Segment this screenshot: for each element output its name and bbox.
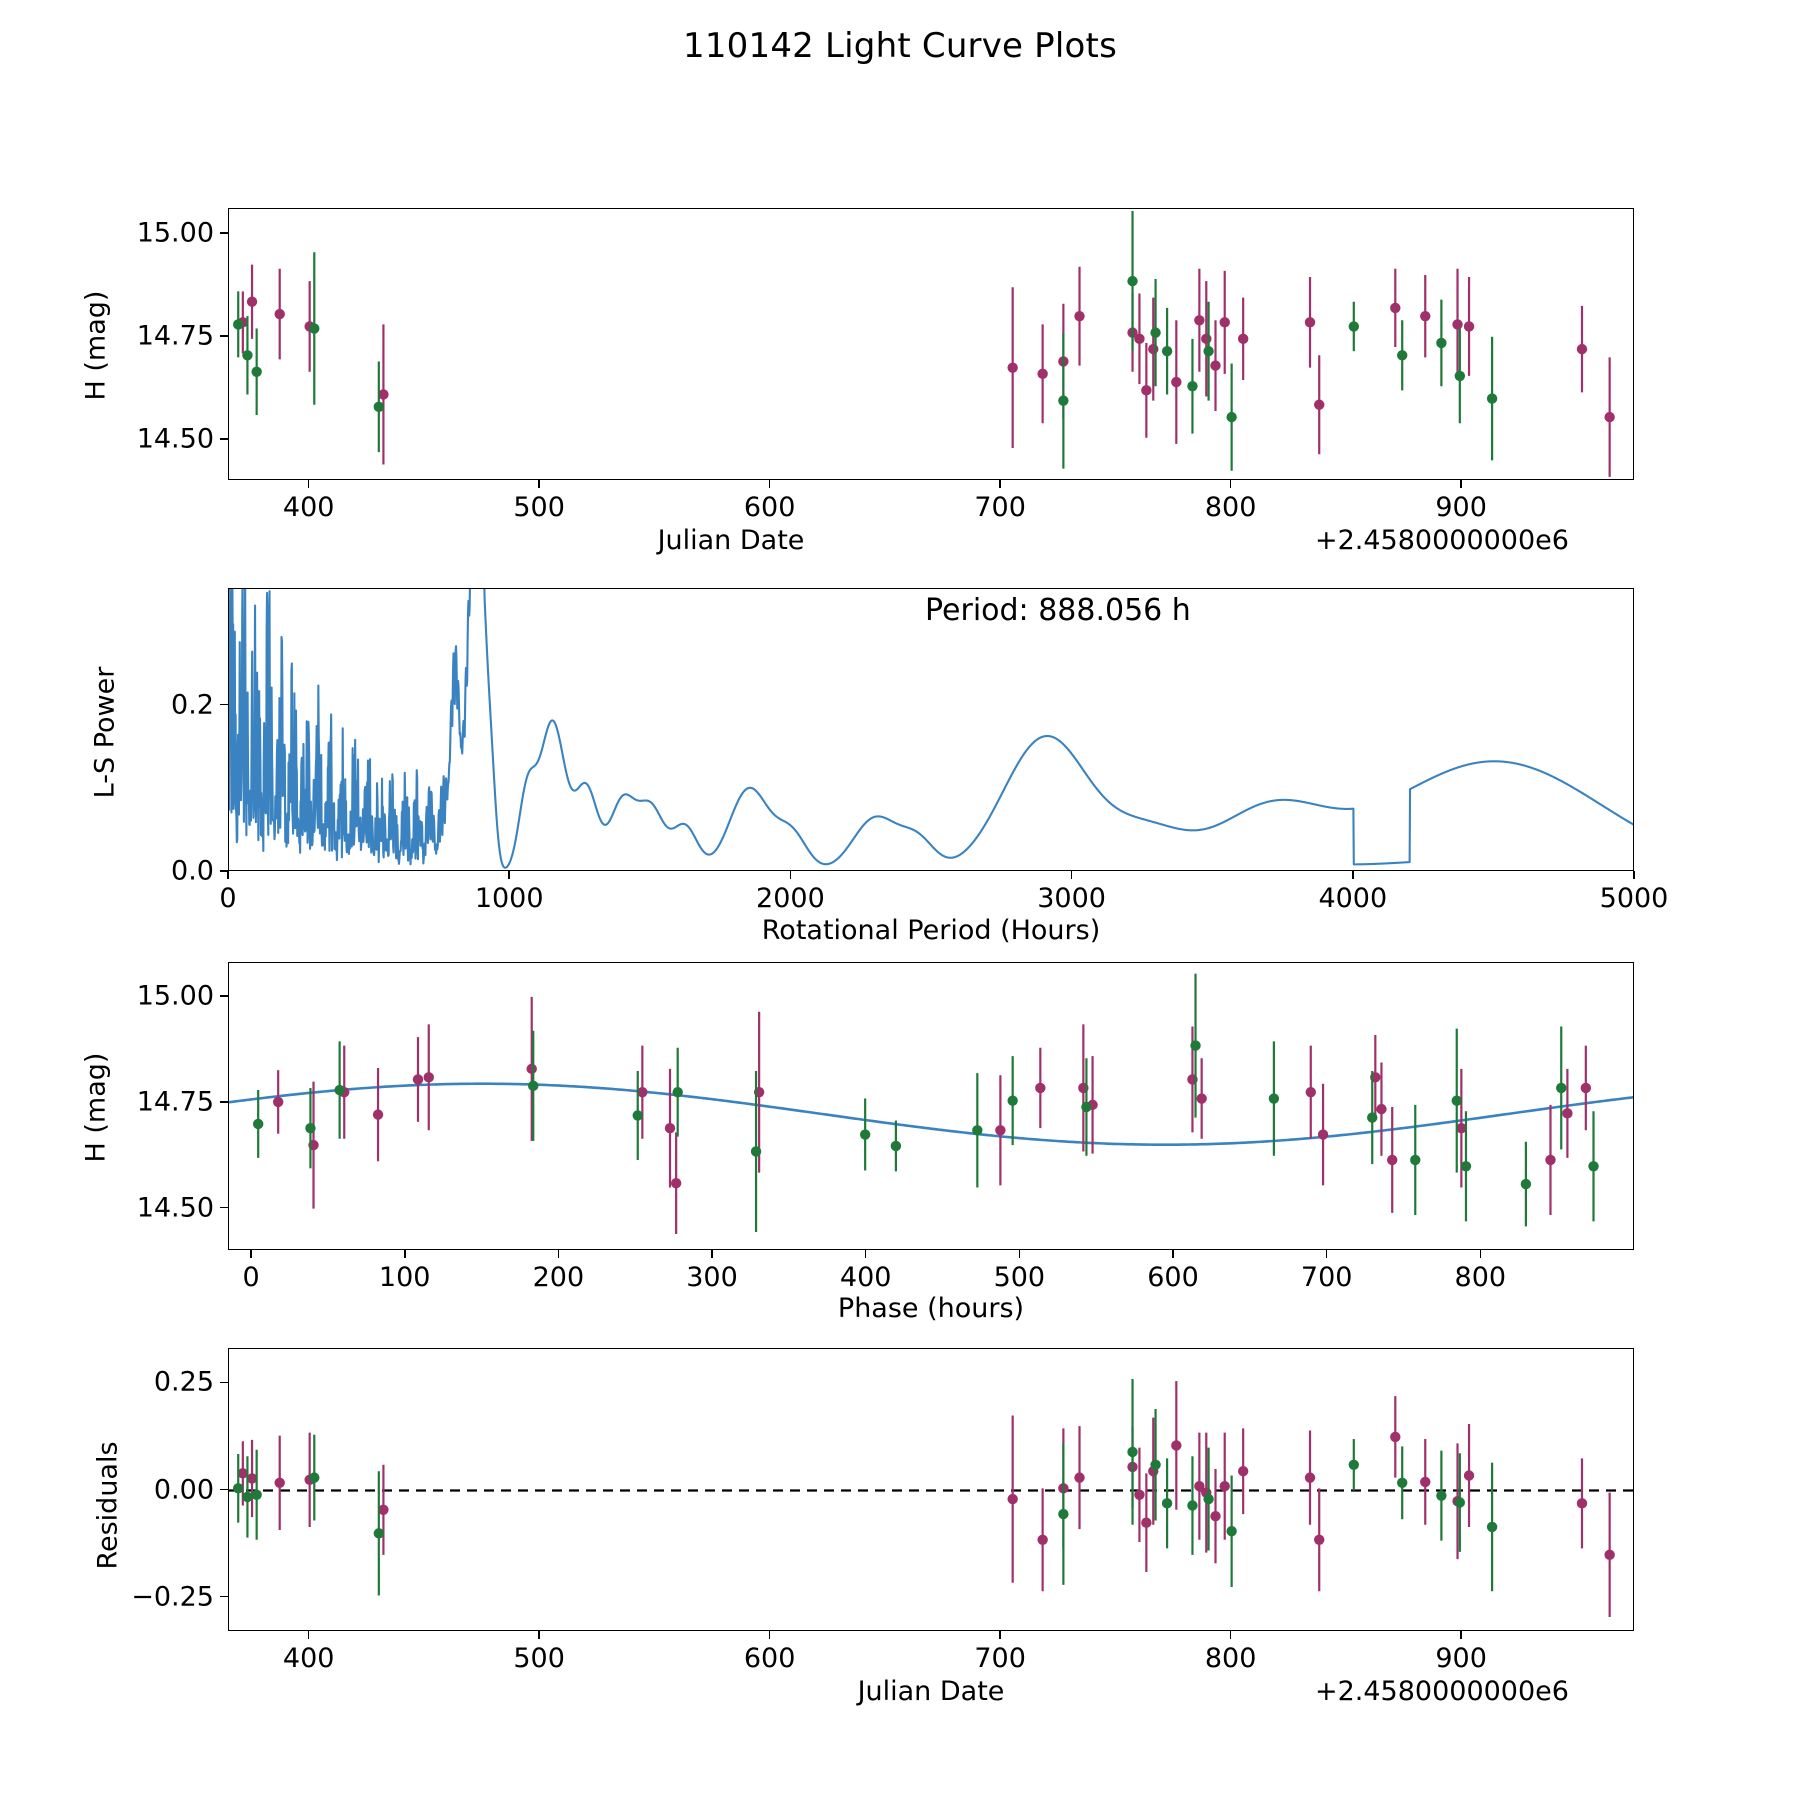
x-tick-label: 800 (1454, 1262, 1507, 1293)
y-tick-mark (220, 335, 228, 337)
x-tick-mark (1326, 1250, 1328, 1258)
y-tick-label: 15.00 (136, 217, 214, 249)
lightcurve-plot-area (228, 208, 1634, 480)
x-tick-mark (711, 1250, 713, 1258)
x-tick-label: 5000 (1599, 883, 1669, 914)
x-tick-mark (1230, 1631, 1232, 1639)
y-tick-label: 14.50 (136, 423, 214, 455)
phasefold-svg (229, 963, 1634, 1250)
x-tick-mark (1352, 871, 1354, 879)
x-tick-mark (404, 1250, 406, 1258)
y-tick-label: 0.2 (171, 689, 214, 721)
x-tick-mark (250, 1250, 252, 1258)
x-tick-label: 700 (974, 1643, 1026, 1674)
x-tick-label: 200 (532, 1262, 585, 1293)
periodogram-peak-annotation: Period: 888.056 h (925, 593, 1191, 628)
y-tick-label: 0.00 (153, 1474, 214, 1505)
x-tick-mark (308, 1631, 310, 1639)
x-tick-label: 500 (993, 1262, 1046, 1293)
y-tick-label: 14.75 (136, 1086, 214, 1118)
periodogram-y-axis-label: L-S Power (89, 666, 121, 799)
y-tick-mark (220, 704, 228, 706)
phasefold-y-axis-label: H (mag) (80, 1052, 112, 1163)
y-tick-label: 14.75 (136, 320, 214, 352)
x-tick-label: 300 (686, 1262, 738, 1293)
x-tick-label: 500 (513, 1643, 565, 1674)
x-tick-mark (538, 1631, 540, 1639)
periodogram-svg (229, 589, 1634, 871)
x-tick-label: 1000 (474, 883, 544, 914)
x-tick-mark (538, 480, 540, 488)
x-tick-label: 900 (1435, 1643, 1487, 1674)
y-tick-mark (220, 870, 228, 872)
x-tick-label: 600 (743, 492, 796, 523)
x-tick-label: 400 (839, 1262, 892, 1293)
x-tick-mark (1460, 480, 1462, 488)
lightcurve-y-axis-label: H (mag) (80, 290, 112, 401)
x-tick-label: 3000 (1037, 883, 1106, 914)
y-tick-label: 14.50 (136, 1192, 214, 1224)
x-tick-label: 4000 (1318, 883, 1388, 914)
phasefold-plot-area (228, 962, 1634, 1250)
x-tick-label: 500 (513, 492, 565, 523)
x-tick-mark (1633, 871, 1635, 879)
x-tick-mark (1019, 1250, 1021, 1258)
figure-title: 110142 Light Curve Plots (683, 26, 1117, 66)
x-tick-label: 400 (282, 1643, 335, 1674)
x-tick-label: 100 (378, 1262, 431, 1293)
x-tick-mark (1172, 1250, 1174, 1258)
phasefold-x-axis-label: Phase (hours) (837, 1293, 1025, 1324)
lightcurve-svg (229, 209, 1634, 480)
x-tick-label: 0 (219, 883, 237, 914)
x-tick-mark (769, 1631, 771, 1639)
periodogram-plot-area (228, 588, 1634, 871)
x-tick-mark (227, 871, 229, 879)
x-tick-mark (769, 480, 771, 488)
x-tick-label: 800 (1204, 1643, 1257, 1674)
x-tick-label: 600 (1147, 1262, 1199, 1293)
x-tick-label: 0 (242, 1262, 260, 1293)
y-tick-mark (220, 1489, 228, 1491)
x-tick-mark (999, 480, 1001, 488)
residuals-x-axis-label: Julian Date (857, 1676, 1005, 1707)
x-tick-mark (1460, 1631, 1462, 1639)
y-tick-mark (220, 438, 228, 440)
y-tick-mark (220, 1207, 228, 1209)
x-tick-label: 700 (1300, 1262, 1353, 1293)
x-tick-mark (508, 871, 510, 879)
x-tick-label: 400 (282, 492, 335, 523)
x-tick-mark (1071, 871, 1073, 879)
x-tick-label: 2000 (756, 883, 825, 914)
y-tick-mark (220, 995, 228, 997)
x-tick-mark (1230, 480, 1232, 488)
x-tick-label: 700 (974, 492, 1026, 523)
x-tick-mark (790, 871, 792, 879)
y-tick-label: 0.0 (171, 855, 214, 887)
x-tick-label: 600 (743, 1643, 796, 1674)
x-tick-label: 900 (1435, 492, 1487, 523)
x-tick-mark (865, 1250, 867, 1258)
periodogram-x-axis-label: Rotational Period (Hours) (761, 915, 1101, 946)
residuals-plot-area (228, 1348, 1634, 1631)
y-tick-label: 15.00 (136, 980, 214, 1012)
x-tick-mark (999, 1631, 1001, 1639)
y-tick-label: −0.25 (131, 1581, 214, 1613)
y-tick-label: 0.25 (153, 1366, 214, 1398)
y-tick-mark (220, 1382, 228, 1384)
y-tick-mark (220, 232, 228, 234)
x-tick-mark (1480, 1250, 1482, 1258)
lightcurve-x-offset-label: +2.4580000000e6 (1315, 525, 1569, 556)
y-tick-mark (220, 1101, 228, 1103)
residuals-x-offset-label: +2.4580000000e6 (1315, 1676, 1569, 1707)
residuals-y-axis-label: Residuals (92, 1441, 124, 1570)
x-tick-mark (308, 480, 310, 488)
x-tick-label: 800 (1204, 492, 1257, 523)
lightcurve-x-axis-label: Julian Date (657, 525, 805, 556)
x-tick-mark (558, 1250, 560, 1258)
y-tick-mark (220, 1596, 228, 1598)
residuals-svg (229, 1349, 1634, 1631)
